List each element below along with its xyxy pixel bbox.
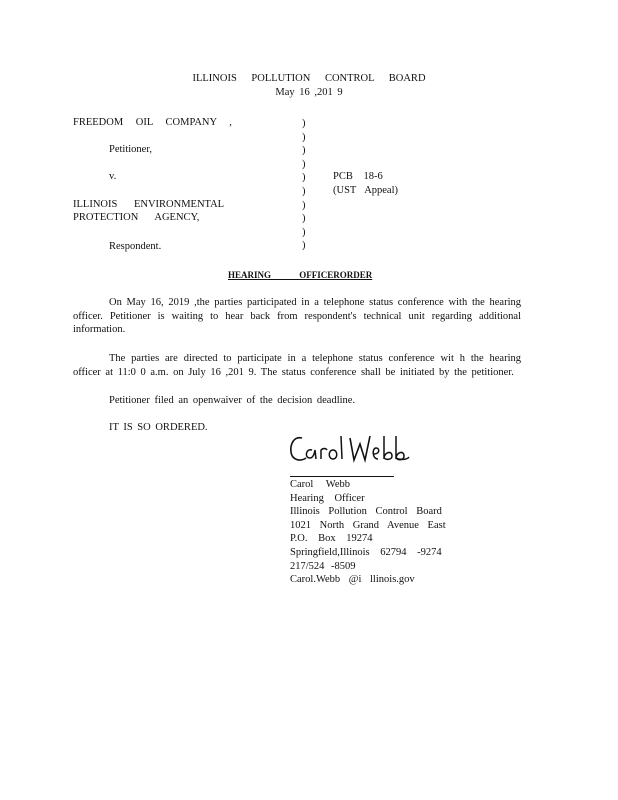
respondent-role: Respondent. xyxy=(109,241,162,252)
so-ordered: IT IS SO ORDERED. xyxy=(109,422,208,433)
signer-po-box: P.O. Box 19274 xyxy=(290,533,373,545)
caption-bracket: ) xyxy=(302,145,306,157)
signer-title: Hearing Officer xyxy=(290,492,365,504)
signer-name: Carol Webb xyxy=(290,479,350,490)
order-date: May 16 ,201 9 xyxy=(275,87,343,98)
signer-email: Carol.Webb @i llinois.gov xyxy=(290,574,415,586)
respondent-name-line2: PROTECTION AGENCY, xyxy=(73,212,200,223)
respondent-name-line1: ILLINOIS ENVIRONMENTAL xyxy=(73,199,225,210)
agency-title: ILLINOIS POLLUTION CONTROL BOARD xyxy=(192,73,426,84)
case-number: PCB 18-6 xyxy=(333,171,383,182)
caption-bracket: ) xyxy=(302,213,306,225)
signature-block xyxy=(290,478,446,587)
handwritten-signature xyxy=(288,430,413,470)
signer-street-address: 1021 North Grand Avenue East xyxy=(290,519,446,531)
order-title: HEARING OFFICERORDER xyxy=(228,270,373,280)
versus-label: v. xyxy=(109,171,117,182)
caption-bracket: ) xyxy=(302,185,306,197)
petitioner-role: Petitioner, xyxy=(109,144,153,155)
caption-bracket: ) xyxy=(302,226,306,238)
signer-city-zip: Springfield,Illinois 62794 -9274 xyxy=(290,546,442,558)
signer-organization: Illinois Pollution Control Board xyxy=(290,506,442,518)
caption-bracket: ) xyxy=(302,131,306,143)
caption-bracket: ) xyxy=(302,240,306,252)
paragraph-waiver: Petitioner filed an openwaiver of the decision deadline. xyxy=(109,395,356,406)
caption-bracket: ) xyxy=(302,118,306,129)
signature-line xyxy=(290,476,394,477)
petitioner-name: FREEDOM OIL COMPANY , xyxy=(73,117,232,128)
caption-bracket: ) xyxy=(302,158,306,170)
case-type: (UST Appeal) xyxy=(333,185,399,196)
paragraph-directive: The parties are directed to participate in a telephone status conference wit h the hearing officer at 11:0 0 a.m. on July 16 ,201 9. The status conference shall be initiated by the petitioner. xyxy=(73,353,521,378)
caption-bracket: ) xyxy=(302,199,306,211)
signer-phone: 217/524 -8509 xyxy=(290,560,356,572)
paragraph-status-conference: On May 16, 2019 ,the parties participated in a telephone status conference with the hearing officer. Petitioner is waiting to hear back from respondent's technical unit regarding additional information. xyxy=(73,297,521,335)
caption-brackets xyxy=(302,117,306,253)
caption-bracket: ) xyxy=(302,172,306,184)
